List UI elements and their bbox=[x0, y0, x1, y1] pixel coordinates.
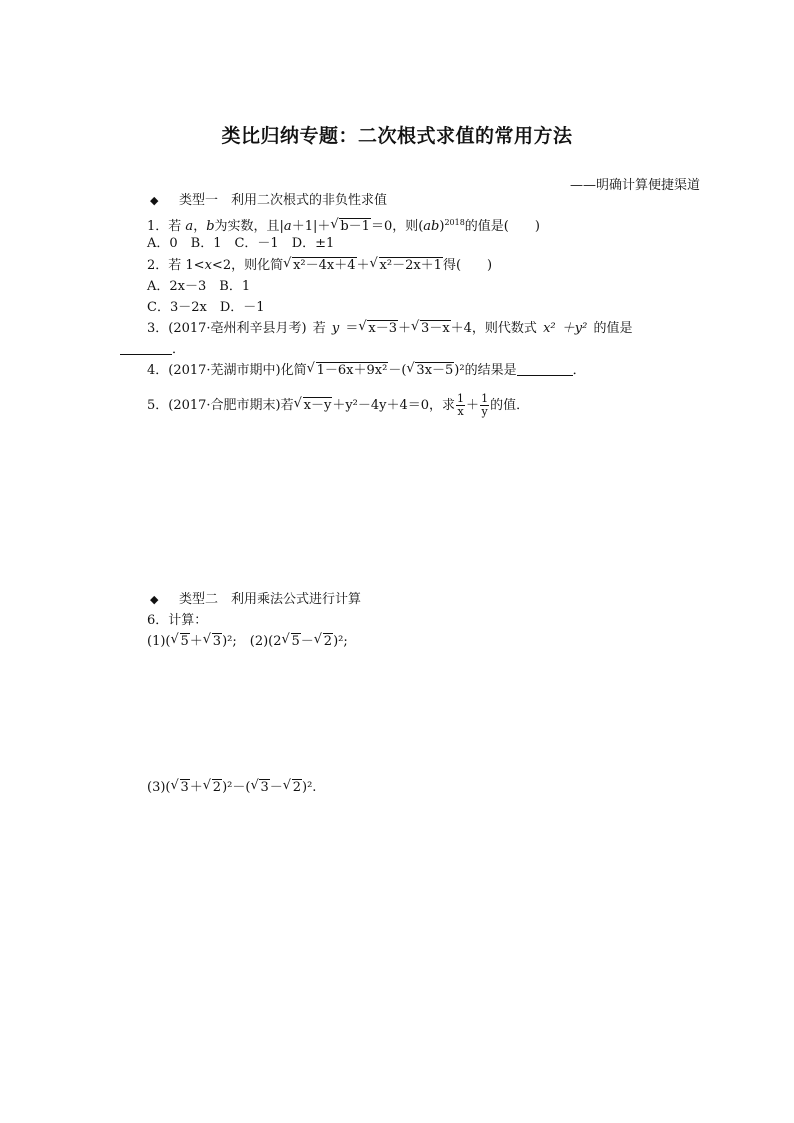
sqrt-expression bbox=[358, 320, 398, 338]
sqrt-expression bbox=[171, 633, 190, 651]
q6-text: ＋ bbox=[189, 780, 203, 795]
q1-text: 为实数，且| bbox=[214, 219, 284, 234]
q2-options-2: C．3－2x D．－1 bbox=[147, 300, 265, 315]
fraction bbox=[480, 393, 489, 418]
sqrt-expression bbox=[282, 633, 301, 651]
q1-exponent: 2018 bbox=[444, 218, 465, 227]
q3-answer-line bbox=[120, 341, 185, 359]
question-6-parts-1-2 bbox=[147, 633, 348, 651]
section-heading-2 bbox=[150, 591, 361, 609]
sqrt-content: x－y bbox=[303, 398, 332, 413]
sqrt-expression bbox=[307, 362, 389, 380]
q6-text: )². bbox=[302, 780, 317, 795]
q5-text: ＋ bbox=[466, 398, 480, 413]
q2-text: ＋ bbox=[356, 258, 370, 273]
q4-text: －( bbox=[388, 363, 407, 378]
sqrt-expression bbox=[370, 257, 443, 275]
sqrt-expression bbox=[250, 779, 269, 797]
page-title: 类比归纳专题：二次根式求值的常用方法 bbox=[221, 125, 573, 147]
q3-text: 的值是 bbox=[593, 321, 633, 336]
q3-var: y bbox=[331, 321, 340, 336]
sqrt-expression bbox=[330, 218, 371, 236]
q2-options-1: A．2x－3 B．1 bbox=[147, 279, 251, 294]
q4-tail: ． bbox=[572, 363, 586, 378]
q6-text: )²; (2)(2 bbox=[222, 634, 282, 649]
diamond-icon: ◆ bbox=[150, 194, 159, 207]
question-6-part-3 bbox=[147, 779, 316, 797]
sqrt-expression bbox=[283, 257, 356, 275]
q1-text: ＋1|＋ bbox=[291, 219, 331, 234]
q2-text: <2，则化简 bbox=[211, 258, 284, 273]
numerator: 1 bbox=[481, 392, 489, 405]
q6-text: )²－( bbox=[222, 780, 251, 795]
q6-text: (3)( bbox=[147, 780, 171, 795]
sqrt-expression bbox=[203, 633, 222, 651]
question-2 bbox=[147, 257, 492, 275]
q2-text: 得( ) bbox=[442, 258, 493, 273]
q1-text: ＝0，则( bbox=[370, 219, 424, 234]
q4-text: 4．(2017·芜湖市期中)化简 bbox=[147, 363, 307, 378]
q3-expression: x² ＋y² bbox=[543, 321, 588, 336]
sqrt-expression bbox=[406, 362, 454, 380]
q5-text: ＋y²－4y＋4＝0，求 bbox=[332, 398, 456, 413]
numerator: 1 bbox=[457, 392, 465, 405]
sqrt-content: 2 bbox=[323, 634, 333, 649]
subtitle: ——明确计算便捷渠道 bbox=[569, 178, 700, 193]
answer-blank[interactable] bbox=[120, 342, 172, 355]
denominator: y bbox=[481, 405, 488, 418]
fraction bbox=[456, 393, 465, 418]
q6-text: ＋ bbox=[189, 634, 203, 649]
sqrt-expression bbox=[411, 320, 451, 338]
q1-options: A．0 B．1 C．－1 D．±1 bbox=[147, 236, 335, 251]
section-heading-1 bbox=[150, 192, 387, 210]
section-1-text: 类型一 利用二次根式的非负性求值 bbox=[179, 193, 388, 208]
q3-tail: ． bbox=[172, 342, 186, 357]
q4-text: )²的结果是 bbox=[454, 363, 517, 378]
sqrt-expression bbox=[294, 393, 333, 419]
sqrt-expression bbox=[203, 779, 222, 797]
q3-text: ＋ bbox=[398, 321, 412, 336]
diamond-icon: ◆ bbox=[150, 593, 159, 606]
q3-text: ＋4，则代数式 bbox=[450, 321, 537, 336]
sqrt-content: 5 bbox=[291, 634, 300, 649]
sqrt-content: x²－2x＋1 bbox=[379, 258, 442, 273]
q3-text: 3．(2017·亳州利辛县月考) 若 bbox=[147, 321, 326, 336]
sqrt-expression bbox=[283, 779, 302, 797]
q5-text: 的值． bbox=[490, 398, 530, 413]
sqrt-content: 2 bbox=[212, 780, 222, 795]
section-2-text: 类型二 利用乘法公式进行计算 bbox=[179, 592, 362, 607]
q1-text: 的值是( ) bbox=[464, 219, 540, 234]
sqrt-content: x－3 bbox=[368, 321, 398, 336]
q3-text: ＝ bbox=[345, 321, 359, 336]
sqrt-content: 3x－5 bbox=[416, 363, 454, 378]
sqrt-content: 3 bbox=[260, 780, 269, 795]
question-3 bbox=[147, 320, 632, 338]
q1-var: a bbox=[185, 219, 194, 234]
sqrt-content: 2 bbox=[292, 780, 302, 795]
sqrt-content: 5 bbox=[180, 634, 189, 649]
q1-text: ) bbox=[439, 219, 445, 234]
question-6: 6．计算： bbox=[147, 613, 208, 628]
question-5 bbox=[147, 393, 529, 419]
q6-text: － bbox=[269, 780, 283, 795]
sqrt-content: x²－4x＋4 bbox=[293, 258, 356, 273]
sqrt-content: 1－6x＋9x² bbox=[316, 363, 388, 378]
sqrt-expression bbox=[314, 633, 333, 651]
question-1 bbox=[147, 214, 540, 236]
sqrt-expression bbox=[171, 779, 190, 797]
question-4 bbox=[147, 362, 586, 380]
answer-blank[interactable] bbox=[517, 363, 573, 376]
q1-text: ， bbox=[193, 219, 207, 234]
q1-text: 1．若 bbox=[147, 219, 182, 234]
denominator: x bbox=[457, 405, 464, 418]
sqrt-content: 3－x bbox=[421, 321, 450, 336]
q5-text: 5．(2017·合肥市期末)若 bbox=[147, 398, 294, 413]
q6-text: (1)( bbox=[147, 634, 171, 649]
sqrt-content: 3 bbox=[180, 780, 189, 795]
q1-var: ab bbox=[423, 219, 440, 234]
q2-text: 2．若 1< bbox=[147, 258, 205, 273]
q6-text: － bbox=[300, 634, 314, 649]
q2-var: x bbox=[204, 258, 212, 273]
q6-text: )²; bbox=[333, 634, 348, 649]
q1-var: a bbox=[283, 219, 292, 234]
q1-var: b bbox=[206, 219, 215, 234]
sqrt-content: 3 bbox=[212, 634, 222, 649]
sqrt-content: b－1 bbox=[340, 219, 370, 234]
